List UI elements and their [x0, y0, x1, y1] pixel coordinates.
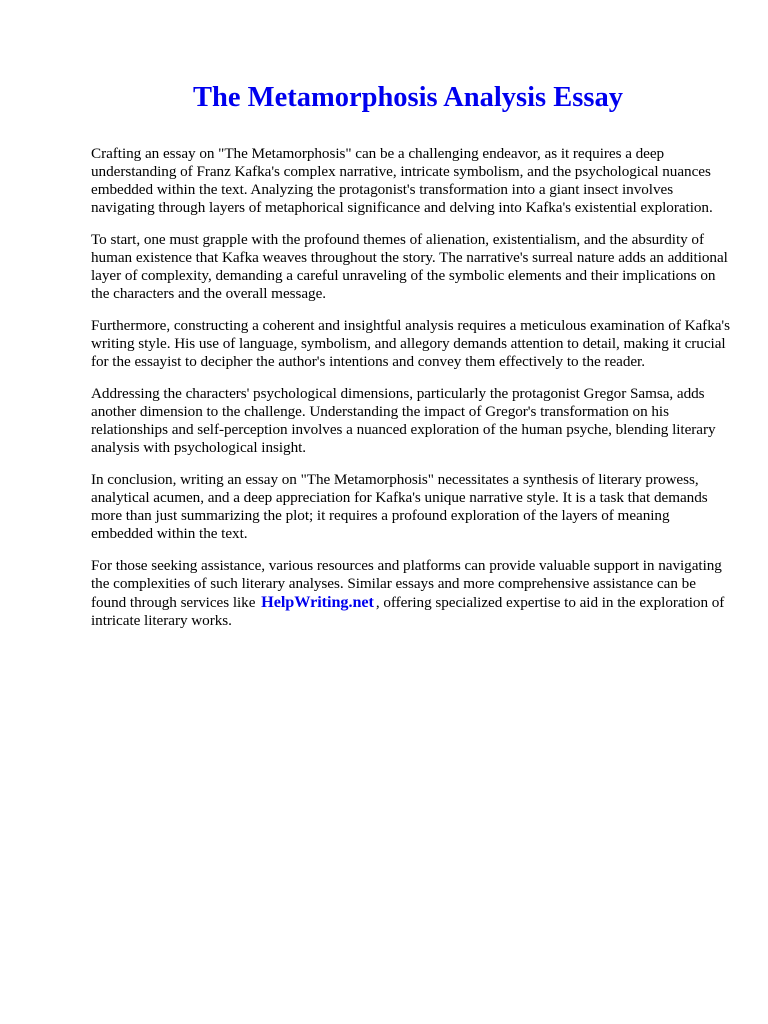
paragraph-themes: To start, one must grapple with the profound themes of alienation, existentialism, and the absurdity of human existence that Kafka weaves throughout the story. The narrative's surreal nature adds an additional layer of complexity, demanding a careful unraveling of the symbolic elements and their implications on the characters and the overall message.: [91, 231, 728, 302]
helpwriting-link[interactable]: HelpWriting.net: [261, 593, 374, 611]
paragraph-intro: Crafting an essay on "The Metamorphosis" can be a challenging endeavor, as it requires a deep understanding of Franz Kafka's complex narrative, intricate symbolism, and the psychological nuances embedded within the text. Analyzing the protagonist's transformation into a giant insect involves navigating through layers of metaphorical significance and delving into Kafka's existential exploration.: [91, 145, 713, 216]
assistance-text-before-link: For those seeking assistance, various resources and platforms can provide valuable support in navigating the complexities of such literary analyses. Similar essays and more comprehensive assistance can be found through services like: [91, 557, 722, 611]
paragraph-assistance: [91, 557, 731, 630]
paragraph-style: Furthermore, constructing a coherent and insightful analysis requires a meticulous examination of Kafka's writing style. His use of language, symbolism, and allegory demands attention to detail, making it crucial for the essayist to decipher the author's intentions and convey them effectively to the reader.: [91, 317, 730, 370]
assistance-text-after-link: , offering specialized expertise to aid in the exploration of intricate literary works.: [91, 594, 725, 629]
paragraph-conclusion: In conclusion, writing an essay on "The Metamorphosis" necessitates a synthesis of literary prowess, analytical acumen, and a deep appreciation for Kafka's unique narrative style. It is a task that demands more than just summarizing the plot; it requires a profound exploration of the layers of meaning embedded within the text.: [91, 471, 708, 542]
paragraph-characters: Addressing the characters' psychological dimensions, particularly the protagonist Gregor Samsa, adds another dimension to the challenge. Understanding the impact of Gregor's transformation on his relationships and self-perception involves a nuanced exploration of the human psyche, blending literary analysis with psychological insight.: [91, 385, 716, 456]
essay-body: [91, 145, 731, 644]
page-title: The Metamorphosis Analysis Essay: [193, 82, 623, 113]
